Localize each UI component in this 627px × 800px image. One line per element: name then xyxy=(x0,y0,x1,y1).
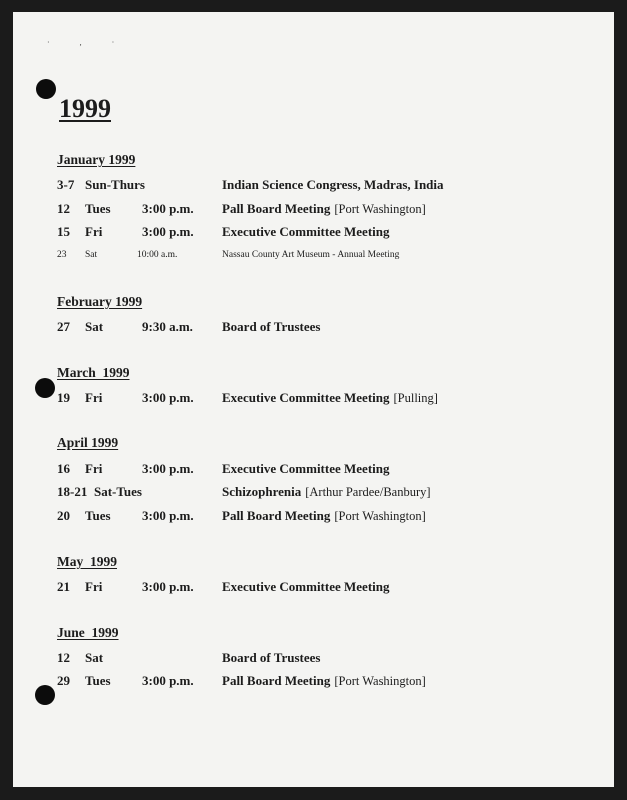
entry-day: Fri xyxy=(85,461,103,476)
entry-event-title: Pall Board Meeting xyxy=(222,201,331,216)
entry-day: Tues xyxy=(85,201,111,216)
entry-time: 3:00 p.m. xyxy=(142,579,194,594)
entry-location-note: [Port Washington] xyxy=(334,674,426,688)
entry-event xyxy=(222,508,426,524)
entry-event xyxy=(222,250,399,260)
month-heading-may: May 1999 xyxy=(57,554,117,569)
entry-date: 15 xyxy=(57,224,70,239)
month-heading-march: March 1999 xyxy=(57,365,130,380)
entry-event-title: Indian Science Congress, Madras, India xyxy=(222,177,444,192)
entry-date: 21 xyxy=(57,579,70,594)
entry-time: 9:30 a.m. xyxy=(142,319,193,334)
entry-event xyxy=(222,484,431,500)
calendar-entry xyxy=(57,201,577,219)
entry-event xyxy=(222,650,320,666)
entry-time: 10:00 a.m. xyxy=(137,250,178,260)
entry-event xyxy=(222,579,390,595)
entry-day: Sat xyxy=(85,250,98,260)
month-heading-april: April 1999 xyxy=(57,435,119,450)
punch-hole xyxy=(35,378,55,398)
entry-event-title: Nassau County Art Museum - Annual Meeting xyxy=(222,250,400,260)
entry-day: Sat-Tues xyxy=(94,484,142,499)
calendar-entry xyxy=(57,390,577,408)
entry-time: 3:00 p.m. xyxy=(142,390,194,405)
entry-date: 27 xyxy=(57,319,70,334)
calendar-entry xyxy=(57,250,577,268)
punch-hole xyxy=(36,79,56,99)
entry-event-title: Executive Committee Meeting xyxy=(222,224,390,239)
calendar-entry xyxy=(57,508,577,526)
entry-event-title: Pall Board Meeting xyxy=(222,673,331,688)
punch-hole xyxy=(35,685,55,705)
entry-day: Fri xyxy=(85,579,103,594)
entry-location-note: [Arthur Pardee/Banbury] xyxy=(305,485,431,499)
entry-day: Tues xyxy=(85,673,111,688)
entry-event xyxy=(222,177,444,193)
calendar-entry xyxy=(57,650,577,668)
entry-day: Fri xyxy=(85,224,103,239)
entry-time: 3:00 p.m. xyxy=(142,508,194,523)
entry-event-title: Executive Committee Meeting xyxy=(222,390,390,405)
scan-specks: · , · xyxy=(47,38,129,47)
entry-time: 3:00 p.m. xyxy=(142,201,194,216)
entry-location-note: [Port Washington] xyxy=(334,509,426,523)
entry-time: 3:00 p.m. xyxy=(142,673,194,688)
entry-event-title: Executive Committee Meeting xyxy=(222,579,390,594)
calendar-entry xyxy=(57,224,577,242)
entry-location-note: [Port Washington] xyxy=(334,202,426,216)
entry-day: Tues xyxy=(85,508,111,523)
entry-event xyxy=(222,319,320,335)
calendar-entry xyxy=(57,319,577,337)
calendar-entry xyxy=(57,673,577,691)
entry-day: Sat xyxy=(85,650,104,665)
entry-event xyxy=(222,201,426,217)
entry-location-note: [Pulling] xyxy=(393,391,438,405)
entry-date: 19 xyxy=(57,390,70,405)
entry-date: 18-21 xyxy=(57,484,88,499)
entry-event-title: Schizophrenia xyxy=(222,484,302,499)
month-heading-june: June 1999 xyxy=(57,625,119,640)
entry-event-title: Pall Board Meeting xyxy=(222,508,331,523)
entry-event xyxy=(222,673,426,689)
entry-event xyxy=(222,390,438,406)
calendar-entry xyxy=(57,461,577,479)
entry-event xyxy=(222,224,390,240)
entry-time: 3:00 p.m. xyxy=(142,224,194,239)
month-heading-february: February 1999 xyxy=(57,294,143,309)
entry-day: Sun-Thurs xyxy=(85,177,145,192)
entry-date: 29 xyxy=(57,673,70,688)
month-heading-january: January 1999 xyxy=(57,152,136,167)
year-heading: 1999 xyxy=(59,94,111,123)
entry-day: Sat xyxy=(85,319,104,334)
entry-date: 12 xyxy=(57,201,70,216)
calendar-entry xyxy=(57,579,577,597)
entry-date: 3-7 xyxy=(57,177,75,192)
entry-date: 20 xyxy=(57,508,70,523)
entry-date: 23 xyxy=(57,250,67,260)
entry-date: 16 xyxy=(57,461,70,476)
entry-date: 12 xyxy=(57,650,70,665)
calendar-entry xyxy=(57,177,577,195)
entry-time: 3:00 p.m. xyxy=(142,461,194,476)
calendar-entry xyxy=(57,484,577,502)
entry-day: Fri xyxy=(85,390,103,405)
entry-event-title: Executive Committee Meeting xyxy=(222,461,390,476)
scanned-page xyxy=(13,12,614,787)
entry-event xyxy=(222,461,390,477)
entry-event-title: Board of Trustees xyxy=(222,650,321,665)
entry-event-title: Board of Trustees xyxy=(222,319,321,334)
